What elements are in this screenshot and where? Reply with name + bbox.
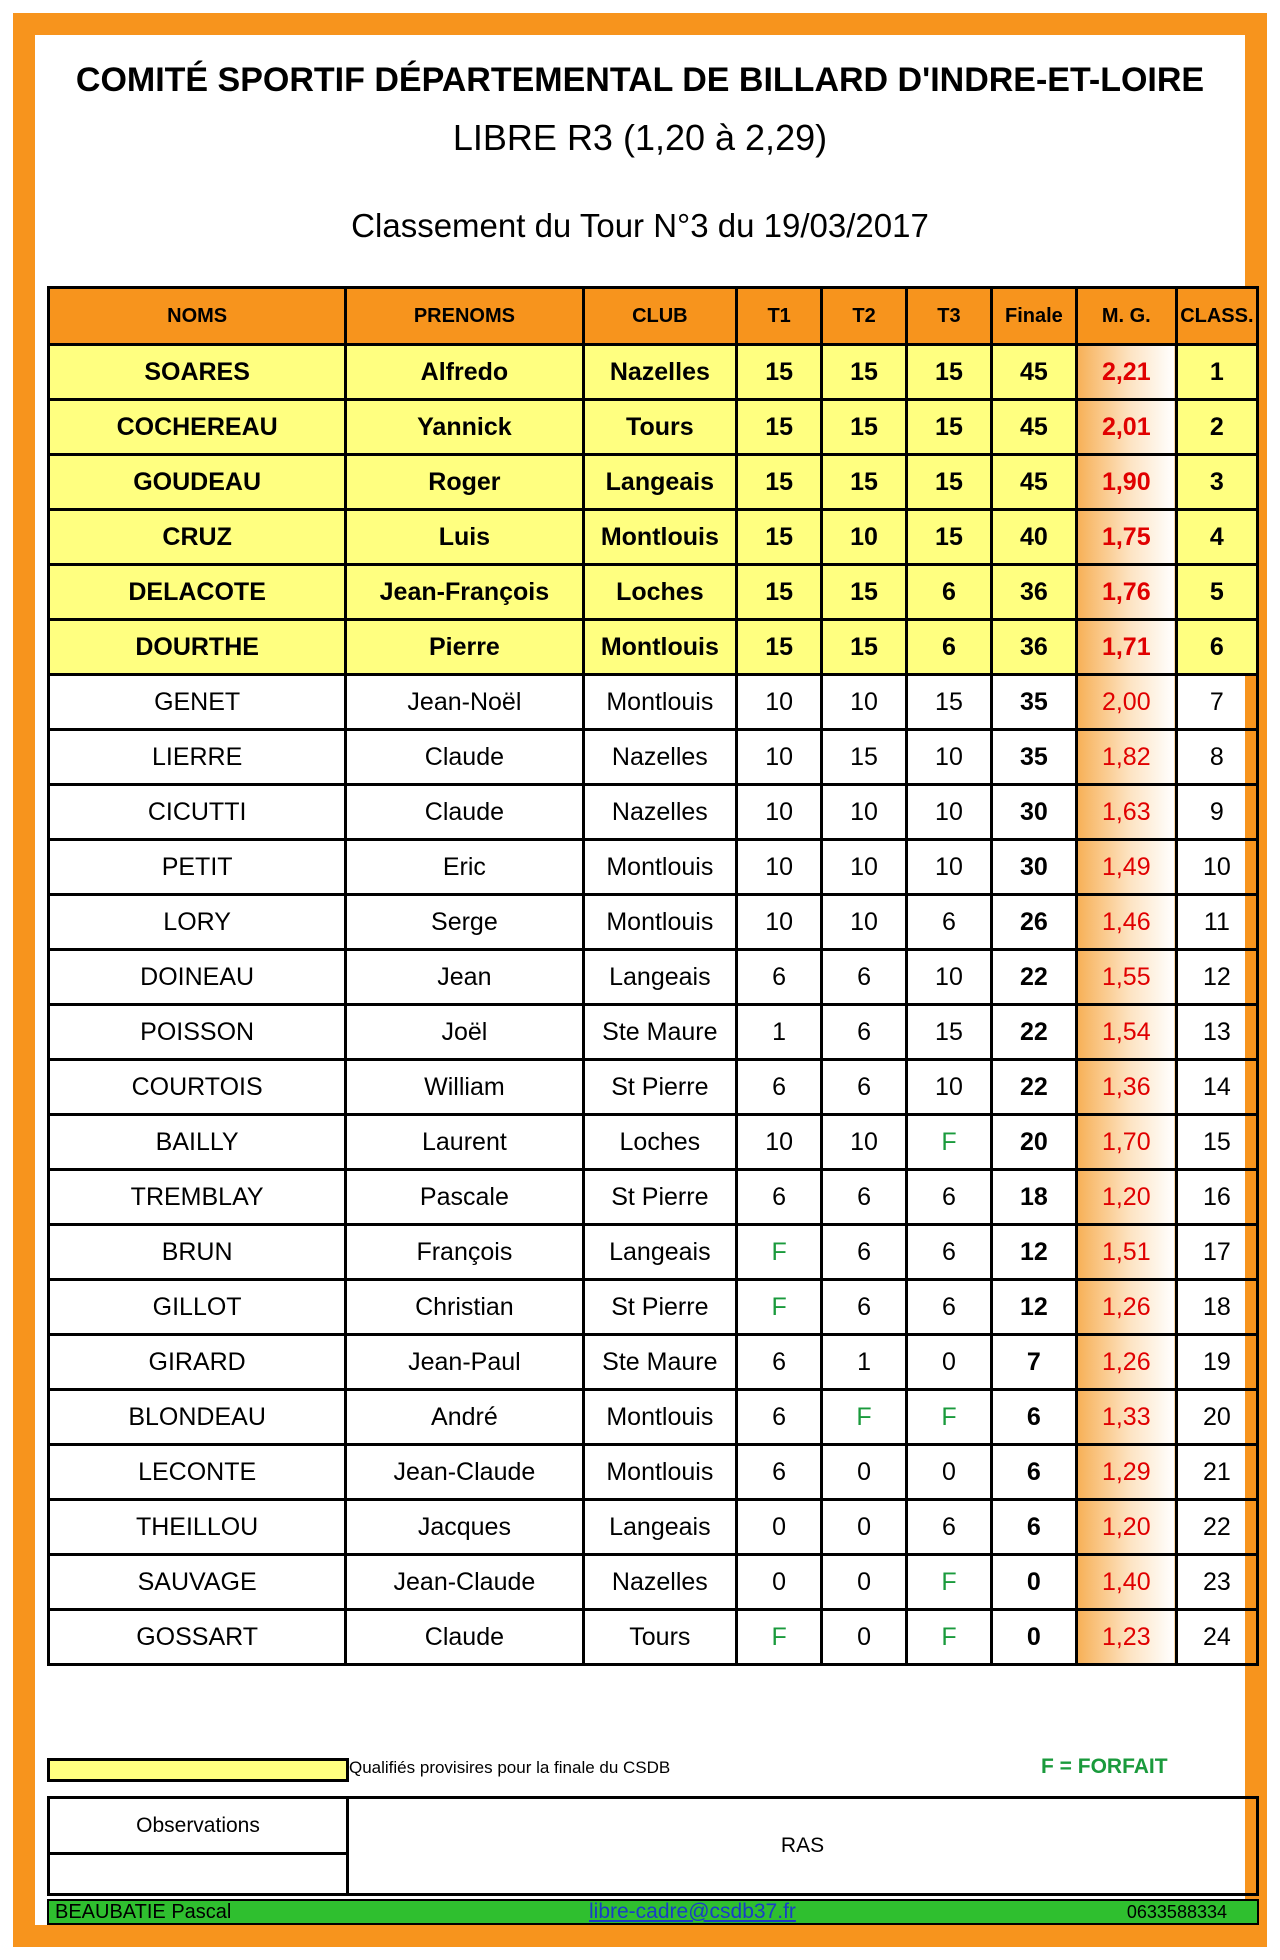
cell-club: St Pierre [583,1170,737,1225]
cell-class: 20 [1176,1390,1257,1445]
table-row [49,1280,1258,1335]
cell-finale: 12 [991,1225,1076,1280]
cell-finale: 7 [991,1335,1076,1390]
cell-t1: 10 [737,785,822,840]
cell-t1: F [737,1610,822,1665]
cell-club: Montlouis [583,675,737,730]
cell-prenom: Claude [346,730,583,785]
cell-class: 3 [1176,455,1257,510]
cell-class: 18 [1176,1280,1257,1335]
cell-t3: 10 [907,840,992,895]
cell-t1: 15 [737,345,822,400]
cell-club: St Pierre [583,1280,737,1335]
cell-mg: 1,54 [1076,1005,1176,1060]
cell-club: Montlouis [583,1445,737,1500]
cell-club: Montlouis [583,840,737,895]
cell-nom: DOINEAU [49,950,346,1005]
cell-t1: 10 [737,840,822,895]
cell-finale: 35 [991,730,1076,785]
cell-prenom: Roger [346,455,583,510]
cell-class: 15 [1176,1115,1257,1170]
cell-t2: F [822,1390,907,1445]
cell-t3: 15 [907,345,992,400]
cell-t2: 15 [822,345,907,400]
cell-class: 8 [1176,730,1257,785]
ranking-body [49,345,1258,1665]
round-title: Classement du Tour N°3 du 19/03/2017 [351,207,929,244]
cell-finale: 45 [991,345,1076,400]
cell-prenom: Christian [346,1280,583,1335]
cell-finale: 45 [991,455,1076,510]
cell-mg: 1,49 [1076,840,1176,895]
cell-t3: 0 [907,1445,992,1500]
cell-t1: 15 [737,455,822,510]
cell-t3: 0 [907,1335,992,1390]
cell-t3: F [907,1390,992,1445]
footer-phone: 0633588334 [1126,1902,1227,1922]
cell-nom: GENET [49,675,346,730]
cell-finale: 0 [991,1610,1076,1665]
table-row [49,1335,1258,1390]
table-row [49,730,1258,785]
cell-prenom: Claude [346,785,583,840]
cell-prenom: Luis [346,510,583,565]
table-row [49,1170,1258,1225]
cell-finale: 35 [991,675,1076,730]
cell-t1: 15 [737,400,822,455]
cell-t1: 1 [737,1005,822,1060]
cell-t3: 10 [907,950,992,1005]
cell-t3: 15 [907,510,992,565]
cell-prenom: Claude [346,1610,583,1665]
footer-email-link[interactable]: libre-cadre@csdb37.fr [589,1900,796,1923]
cell-finale: 45 [991,400,1076,455]
cell-prenom: Jean-Paul [346,1335,583,1390]
cell-t1: 6 [737,1390,822,1445]
cell-t2: 0 [822,1500,907,1555]
header-t2: T2 [822,288,907,345]
cell-class: 23 [1176,1555,1257,1610]
cell-t2: 6 [822,1170,907,1225]
footer-bar [47,1899,1259,1925]
cell-t2: 6 [822,1060,907,1115]
cell-class: 21 [1176,1445,1257,1500]
category-title: LIBRE R3 (1,20 à 2,29) [452,117,828,158]
cell-nom: THEILLOU [49,1500,346,1555]
cell-club: Langeais [583,950,737,1005]
cell-nom: SOARES [49,345,346,400]
cell-finale: 36 [991,620,1076,675]
cell-class: 22 [1176,1500,1257,1555]
cell-t2: 0 [822,1555,907,1610]
cell-mg: 1,63 [1076,785,1176,840]
cell-prenom: André [346,1390,583,1445]
cell-mg: 2,01 [1076,400,1176,455]
cell-class: 6 [1176,620,1257,675]
cell-t2: 10 [822,785,907,840]
cell-club: Nazelles [583,1555,737,1610]
qualified-legend-text: Qualifiés provisires pour la finale du CSDB [349,1758,671,1777]
cell-t3: F [907,1115,992,1170]
cell-nom: LECONTE [49,1445,346,1500]
table-row [49,1005,1258,1060]
cell-mg: 1,55 [1076,950,1176,1005]
cell-t3: 15 [907,455,992,510]
table-row [49,345,1258,400]
cell-t3: 6 [907,565,992,620]
cell-t1: 15 [737,620,822,675]
cell-nom: LORY [49,895,346,950]
header-t1: T1 [737,288,822,345]
cell-t3: 6 [907,1500,992,1555]
cell-mg: 2,21 [1076,345,1176,400]
cell-class: 1 [1176,345,1257,400]
cell-t3: 15 [907,1005,992,1060]
cell-t3: 10 [907,785,992,840]
cell-prenom: Yannick [346,400,583,455]
cell-prenom: Joël [346,1005,583,1060]
cell-finale: 22 [991,1060,1076,1115]
cell-t2: 15 [822,455,907,510]
cell-t1: 15 [737,565,822,620]
cell-class: 11 [1176,895,1257,950]
cell-prenom: Jean-Claude [346,1445,583,1500]
cell-t2: 6 [822,1005,907,1060]
page-content [35,35,1254,1925]
cell-prenom: Jean-François [346,565,583,620]
cell-class: 12 [1176,950,1257,1005]
cell-prenom: Pascale [346,1170,583,1225]
table-row [49,1115,1258,1170]
observations-label: Observations [50,1799,349,1855]
cell-t2: 10 [822,895,907,950]
cell-finale: 6 [991,1445,1076,1500]
cell-club: Tours [583,1610,737,1665]
cell-t2: 10 [822,675,907,730]
cell-club: Montlouis [583,510,737,565]
cell-club: Tours [583,400,737,455]
cell-club: Loches [583,565,737,620]
cell-t2: 15 [822,400,907,455]
table-row [49,840,1258,895]
cell-prenom: Alfredo [346,345,583,400]
table-row [49,785,1258,840]
cell-mg: 1,33 [1076,1390,1176,1445]
cell-mg: 2,00 [1076,675,1176,730]
cell-finale: 36 [991,565,1076,620]
cell-prenom: Laurent [346,1115,583,1170]
cell-class: 9 [1176,785,1257,840]
cell-t2: 6 [822,950,907,1005]
cell-class: 5 [1176,565,1257,620]
table-row [49,1060,1258,1115]
cell-class: 7 [1176,675,1257,730]
table-header-row [49,288,1258,345]
cell-t2: 10 [822,1115,907,1170]
cell-class: 13 [1176,1005,1257,1060]
orange-frame [13,13,1267,1947]
cell-prenom: Jean-Noël [346,675,583,730]
cell-nom: TREMBLAY [49,1170,346,1225]
cell-t3: 6 [907,1280,992,1335]
cell-t2: 10 [822,840,907,895]
observations-empty-cell [50,1855,349,1893]
cell-nom: BAILLY [49,1115,346,1170]
cell-class: 14 [1176,1060,1257,1115]
cell-t1: 0 [737,1555,822,1610]
cell-t1: 10 [737,730,822,785]
header-club: CLUB [583,288,737,345]
header-t3: T3 [907,288,992,345]
cell-nom: GIRARD [49,1335,346,1390]
cell-club: Ste Maure [583,1005,737,1060]
cell-mg: 1,75 [1076,510,1176,565]
table-row [49,1500,1258,1555]
cell-t3: 6 [907,895,992,950]
cell-club: Nazelles [583,785,737,840]
observations-box [47,1796,1259,1896]
cell-class: 10 [1176,840,1257,895]
header-finale: Finale [991,288,1076,345]
cell-club: Ste Maure [583,1335,737,1390]
cell-t2: 0 [822,1445,907,1500]
cell-prenom: William [346,1060,583,1115]
cell-finale: 12 [991,1280,1076,1335]
qualified-legend-swatch [47,1758,349,1782]
cell-nom: COCHEREAU [49,400,346,455]
cell-class: 24 [1176,1610,1257,1665]
cell-t3: 6 [907,620,992,675]
observations-value: RAS [780,1834,825,1857]
header-class: CLASS. [1176,288,1257,345]
cell-finale: 26 [991,895,1076,950]
cell-nom: DELACOTE [49,565,346,620]
cell-nom: COURTOIS [49,1060,346,1115]
cell-t1: 10 [737,675,822,730]
cell-t1: 0 [737,1500,822,1555]
cell-club: Loches [583,1115,737,1170]
cell-nom: BRUN [49,1225,346,1280]
cell-mg: 1,26 [1076,1280,1176,1335]
cell-t1: 10 [737,895,822,950]
cell-t2: 0 [822,1610,907,1665]
table-row [49,400,1258,455]
cell-class: 17 [1176,1225,1257,1280]
cell-prenom: Eric [346,840,583,895]
table-row [49,950,1258,1005]
cell-t1: 6 [737,950,822,1005]
cell-class: 19 [1176,1335,1257,1390]
table-row [49,1445,1258,1500]
cell-mg: 1,20 [1076,1500,1176,1555]
table-row [49,1225,1258,1280]
cell-club: St Pierre [583,1060,737,1115]
cell-mg: 1,76 [1076,565,1176,620]
cell-nom: CICUTTI [49,785,346,840]
cell-nom: PETIT [49,840,346,895]
cell-mg: 1,71 [1076,620,1176,675]
cell-prenom: François [346,1225,583,1280]
table-row [49,1610,1258,1665]
cell-t1: F [737,1225,822,1280]
cell-t2: 15 [822,730,907,785]
cell-t3: 6 [907,1170,992,1225]
cell-mg: 1,90 [1076,455,1176,510]
cell-nom: CRUZ [49,510,346,565]
cell-t1: 15 [737,510,822,565]
cell-t2: 15 [822,620,907,675]
header-noms: NOMS [49,288,346,345]
cell-finale: 40 [991,510,1076,565]
cell-t3: 10 [907,730,992,785]
cell-finale: 30 [991,840,1076,895]
cell-nom: GOSSART [49,1610,346,1665]
committee-title: COMITÉ SPORTIF DÉPARTEMENTAL DE BILLARD D'INDRE-ET-LOIRE [75,61,1205,99]
cell-nom: SAUVAGE [49,1555,346,1610]
cell-club: Montlouis [583,620,737,675]
cell-nom: LIERRE [49,730,346,785]
cell-mg: 1,82 [1076,730,1176,785]
cell-club: Nazelles [583,345,737,400]
table-row [49,510,1258,565]
cell-finale: 22 [991,950,1076,1005]
table-row [49,1555,1258,1610]
table-row [49,1390,1258,1445]
cell-finale: 6 [991,1500,1076,1555]
cell-prenom: Pierre [346,620,583,675]
table-row [49,675,1258,730]
header-mg: M. G. [1076,288,1176,345]
cell-finale: 22 [991,1005,1076,1060]
cell-t1: 6 [737,1060,822,1115]
cell-t3: 6 [907,1225,992,1280]
cell-t3: 10 [907,1060,992,1115]
cell-mg: 1,26 [1076,1335,1176,1390]
cell-t1: 6 [737,1170,822,1225]
cell-mg: 1,46 [1076,895,1176,950]
cell-t3: 15 [907,400,992,455]
cell-class: 4 [1176,510,1257,565]
cell-t1: 10 [737,1115,822,1170]
ranking-table [47,286,1259,1666]
cell-t2: 10 [822,510,907,565]
cell-club: Langeais [583,1500,737,1555]
table-row [49,620,1258,675]
cell-t3: 15 [907,675,992,730]
cell-t1: 6 [737,1445,822,1500]
cell-t2: 15 [822,565,907,620]
cell-class: 2 [1176,400,1257,455]
cell-mg: 1,29 [1076,1445,1176,1500]
cell-nom: BLONDEAU [49,1390,346,1445]
cell-mg: 1,20 [1076,1170,1176,1225]
cell-finale: 20 [991,1115,1076,1170]
cell-mg: 1,36 [1076,1060,1176,1115]
cell-club: Langeais [583,455,737,510]
cell-prenom: Serge [346,895,583,950]
cell-t1: 6 [737,1335,822,1390]
forfait-legend: F = FORFAIT [1041,1755,1168,1778]
cell-mg: 1,23 [1076,1610,1176,1665]
cell-finale: 30 [991,785,1076,840]
cell-mg: 1,51 [1076,1225,1176,1280]
table-row [49,455,1258,510]
cell-finale: 0 [991,1555,1076,1610]
cell-t1: F [737,1280,822,1335]
cell-club: Nazelles [583,730,737,785]
cell-club: Langeais [583,1225,737,1280]
cell-nom: DOURTHE [49,620,346,675]
cell-prenom: Jean-Claude [346,1555,583,1610]
cell-prenom: Jacques [346,1500,583,1555]
cell-nom: GOUDEAU [49,455,346,510]
header-prenoms: PRENOMS [346,288,583,345]
cell-finale: 18 [991,1170,1076,1225]
cell-nom: POISSON [49,1005,346,1060]
cell-mg: 1,70 [1076,1115,1176,1170]
cell-t2: 1 [822,1335,907,1390]
cell-t3: F [907,1610,992,1665]
cell-class: 16 [1176,1170,1257,1225]
cell-t3: F [907,1555,992,1610]
cell-prenom: Jean [346,950,583,1005]
cell-nom: GILLOT [49,1280,346,1335]
table-row [49,565,1258,620]
table-row [49,895,1258,950]
cell-club: Montlouis [583,895,737,950]
cell-mg: 1,40 [1076,1555,1176,1610]
cell-t2: 6 [822,1225,907,1280]
cell-club: Montlouis [583,1390,737,1445]
cell-t2: 6 [822,1280,907,1335]
cell-finale: 6 [991,1390,1076,1445]
footer-name: BEAUBATIE Pascal [55,1901,232,1923]
